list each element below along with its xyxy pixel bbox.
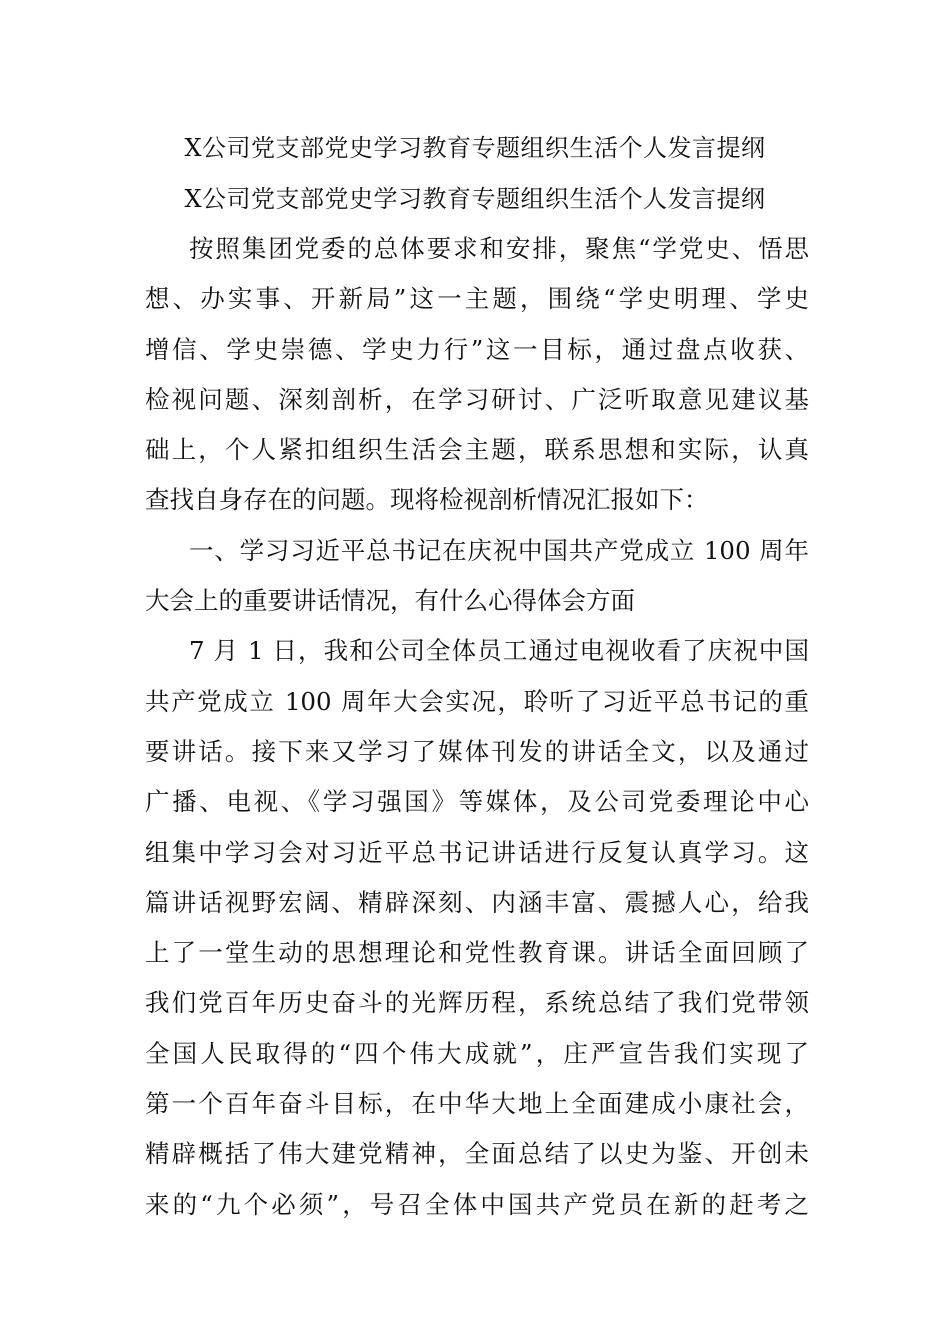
document-subtitle: X公司党支部党史学习教育专题组织生活个人发言提纲 <box>184 185 766 213</box>
paragraph-1-line-6: 查找自身存在的问题。现将检视剖析情况汇报如下： <box>145 485 709 515</box>
document-body <box>145 224 809 1230</box>
paragraph-1-line-2: 想、办实事、开新局”这一主题，围绕“学史明理、学史 <box>145 284 809 314</box>
paragraph-2-line-10: 第一个百年奋斗目标，在中华大地上全面建成小康社会， <box>145 1089 809 1119</box>
paragraph-2-line-12: 来的“九个必须”，号召全体中国共产党员在新的赶考之 <box>145 1189 809 1219</box>
paragraph-2-line-6: 篇讲话视野宏阔、精辟深刻、内涵丰富、震撼人心，给我 <box>145 887 809 917</box>
paragraph-2-line-11: 精辟概括了伟大建党精神，全面总结了以史为鉴、开创未 <box>145 1139 809 1169</box>
paragraph-2-line-5: 组集中学习会对习近平总书记讲话进行反复认真学习。这 <box>145 837 809 867</box>
paragraph-1-line-4: 检视问题、深刻剖析，在学习研讨、广泛听取意见建议基 <box>145 384 809 414</box>
paragraph-2-line-1: 7 月 1 日，我和公司全体员工通过电视收看了庆祝中国 <box>189 636 809 666</box>
paragraph-2-line-2: 共产党成立 100 周年大会实况，聆听了习近平总书记的重 <box>145 686 809 716</box>
section-heading-line-1: 一、学习习近平总书记在庆祝中国共产党成立 100 周年 <box>189 535 809 565</box>
section-heading-line-2: 大会上的重要讲话情况，有什么心得体会方面 <box>145 586 635 616</box>
document-title: X公司党支部党史学习教育专题组织生活个人发言提纲 <box>184 134 766 162</box>
paragraph-2-line-7: 上了一堂生动的思想理论和党性教育课。讲话全面回顾了 <box>145 938 809 968</box>
paragraph-2-line-3: 要讲话。接下来又学习了媒体刊发的讲话全文，以及通过 <box>145 736 809 766</box>
paragraph-1-line-1: 按照集团党委的总体要求和安排，聚焦“学党史、悟思 <box>189 234 809 263</box>
paragraph-2-line-9: 全国人民取得的“四个伟大成就”，庄严宣告我们实现了 <box>145 1038 809 1068</box>
paragraph-1-line-5: 础上，个人紧扣组织生活会主题，联系思想和实际，认真 <box>145 435 809 465</box>
paragraph-2-line-4: 广播、电视、《学习强国》等媒体，及公司党委理论中心 <box>145 787 809 817</box>
paragraph-2-line-8: 我们党百年历史奋斗的光辉历程，系统总结了我们党带领 <box>145 988 809 1018</box>
paragraph-1-line-3: 增信、学史崇德、学史力行”这一目标，通过盘点收获、 <box>145 334 809 364</box>
